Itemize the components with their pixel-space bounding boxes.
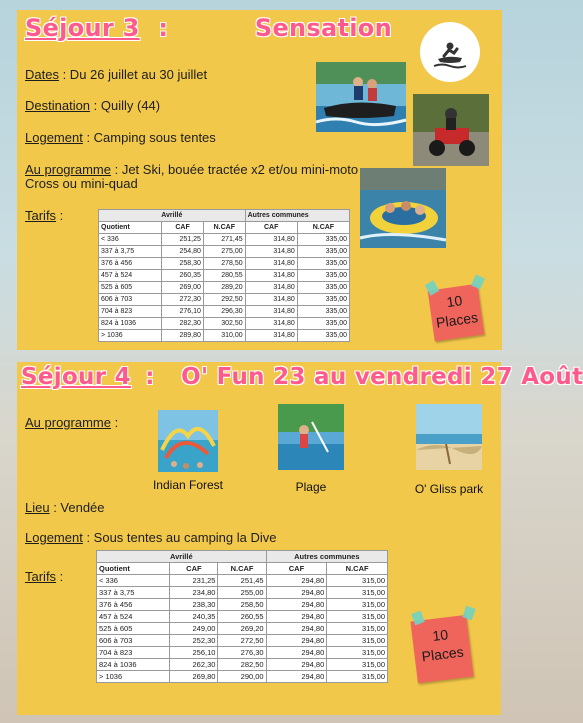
price-cell: 272,30 (162, 294, 204, 306)
price-cell: 314,80 (245, 258, 297, 270)
table-row (99, 234, 350, 246)
sejour3-title-number: Séjour 3 (25, 14, 140, 42)
price-cell: 276,30 (218, 647, 266, 659)
price-cell: 260,55 (218, 611, 266, 623)
s4-tarifs-line (25, 569, 63, 585)
sejour4-places-note (410, 615, 473, 683)
lieu-line (25, 500, 105, 516)
price-cell: 276,10 (162, 306, 204, 318)
table-row (99, 294, 350, 306)
sejour4-tarifs-table (96, 550, 388, 683)
price-cell: 302,50 (203, 318, 245, 330)
programme-value-2: Cross ou mini-quad (25, 176, 138, 191)
table-group-avrille: Avrillé (99, 210, 246, 222)
destination-value: : Quilly (44) (90, 98, 161, 113)
price-cell: 294,80 (266, 575, 327, 587)
quotient-cell: 824 à 1036 (97, 659, 170, 671)
quotient-cell: 525 à 605 (97, 623, 170, 635)
price-cell: 294,80 (266, 659, 327, 671)
price-cell: 249,00 (170, 623, 218, 635)
table-header: Quotient (99, 222, 162, 234)
places-label: Places (420, 643, 465, 665)
table-header: CAF (170, 563, 218, 575)
sejour4-title-colon: : (145, 364, 155, 390)
price-cell: 310,00 (203, 330, 245, 342)
sejour3-title-colon: : (158, 14, 169, 42)
price-cell: 282,30 (162, 318, 204, 330)
price-cell: 315,00 (327, 647, 388, 659)
price-cell: 296,30 (203, 306, 245, 318)
price-cell: 335,00 (297, 294, 349, 306)
price-cell: 231,25 (170, 575, 218, 587)
price-cell: 315,00 (327, 635, 388, 647)
price-cell: 256,10 (170, 647, 218, 659)
table-row (97, 659, 388, 671)
table-header: CAF (245, 222, 297, 234)
price-cell: 269,20 (218, 623, 266, 635)
s4-programme-label: Au programme (25, 415, 111, 430)
price-cell: 335,00 (297, 258, 349, 270)
quotient-cell: > 1036 (97, 671, 170, 683)
activity-gliss-park: O' Gliss park (414, 482, 484, 496)
price-cell: 315,00 (327, 575, 388, 587)
price-cell: 294,80 (266, 611, 327, 623)
price-cell: 315,00 (327, 587, 388, 599)
price-cell: 294,80 (266, 599, 327, 611)
price-cell: 278,50 (203, 258, 245, 270)
price-cell: 335,00 (297, 282, 349, 294)
table-row (97, 635, 388, 647)
price-cell: 289,20 (203, 282, 245, 294)
tarifs-line (25, 208, 63, 224)
table-row (99, 270, 350, 282)
table-header: N.CAF (218, 563, 266, 575)
s4-logement-value: : Sous tentes au camping la Dive (82, 530, 277, 545)
price-cell: 269,00 (162, 282, 204, 294)
price-cell: 289,80 (162, 330, 204, 342)
table-header: N.CAF (297, 222, 349, 234)
price-cell: 258,50 (218, 599, 266, 611)
price-cell: 315,00 (327, 623, 388, 635)
price-cell: 262,30 (170, 659, 218, 671)
price-cell: 275,00 (203, 246, 245, 258)
tarifs-label: Tarifs (25, 208, 57, 223)
price-cell: 258,30 (162, 258, 204, 270)
table-header: N.CAF (203, 222, 245, 234)
price-cell: 294,80 (266, 671, 327, 683)
price-cell: 335,00 (297, 330, 349, 342)
sejour4-title-name: O' Fun 23 au vendredi 27 Août (181, 364, 583, 390)
s4-programme-colon: : (110, 415, 119, 430)
table-header: Quotient (97, 563, 170, 575)
sejour4-panel (17, 362, 583, 715)
table-row (97, 647, 388, 659)
table-header: N.CAF (327, 563, 388, 575)
price-cell: 251,25 (162, 234, 204, 246)
destination-line (25, 98, 160, 114)
price-cell: 272,50 (218, 635, 266, 647)
quotient-cell: 824 à 1036 (99, 318, 162, 330)
quotient-cell: 337 à 3,75 (97, 587, 170, 599)
price-cell: 314,80 (245, 270, 297, 282)
logement-value: : Camping sous tentes (82, 130, 216, 145)
table-row (97, 575, 388, 587)
price-cell: 314,80 (245, 246, 297, 258)
table-group-avrille: Avrillé (97, 551, 267, 563)
quotient-cell: < 336 (99, 234, 162, 246)
table-row (99, 246, 350, 258)
quotient-cell: 606 à 703 (97, 635, 170, 647)
price-cell: 335,00 (297, 246, 349, 258)
places-count: 10 (445, 292, 464, 311)
price-cell: 294,80 (266, 635, 327, 647)
logement-line (25, 130, 216, 146)
table-row (99, 282, 350, 294)
price-cell: 251,45 (218, 575, 266, 587)
table-row (99, 306, 350, 318)
table-header: CAF (162, 222, 204, 234)
programme-label: Au programme (25, 162, 111, 177)
table-group-autres: Autres communes (266, 551, 387, 563)
lieu-value: : Vendée (49, 500, 105, 515)
price-cell: 254,80 (162, 246, 204, 258)
table-row (99, 258, 350, 270)
price-cell: 294,80 (266, 647, 327, 659)
price-cell: 314,80 (245, 306, 297, 318)
price-cell: 315,00 (327, 599, 388, 611)
plage-photo (278, 404, 344, 470)
table-header: CAF (266, 563, 327, 575)
sejour4-title (21, 364, 583, 390)
table-row (97, 599, 388, 611)
price-cell: 282,50 (218, 659, 266, 671)
price-cell: 240,35 (170, 611, 218, 623)
quotient-cell: 457 à 524 (99, 270, 162, 282)
price-cell: 234,80 (170, 587, 218, 599)
jetski-photo (316, 62, 406, 132)
price-cell: 292,50 (203, 294, 245, 306)
price-cell: 335,00 (297, 234, 349, 246)
lieu-label: Lieu (25, 500, 50, 515)
price-cell: 238,30 (170, 599, 218, 611)
indian-forest-photo (158, 410, 218, 472)
sejour3-panel (17, 10, 502, 350)
dates-label: Dates (25, 67, 59, 82)
dates-line (25, 67, 207, 83)
price-cell: 315,00 (327, 671, 388, 683)
programme-line-2 (25, 176, 138, 192)
quotient-cell: 606 à 703 (99, 294, 162, 306)
price-cell: 314,80 (245, 318, 297, 330)
dates-value: : Du 26 juillet au 30 juillet (58, 67, 208, 82)
table-group-autres: Autres communes (245, 210, 349, 222)
price-cell: 271,45 (203, 234, 245, 246)
price-cell: 255,00 (218, 587, 266, 599)
s4-tarifs-label: Tarifs (25, 569, 57, 584)
sejour3-title-name: Sensation (254, 14, 392, 42)
price-cell: 314,80 (245, 282, 297, 294)
s4-programme-line (25, 415, 118, 431)
table-row (99, 330, 350, 342)
table-row (97, 671, 388, 683)
s4-logement-line (25, 530, 277, 546)
price-cell: 252,30 (170, 635, 218, 647)
quotient-cell: 376 à 456 (97, 599, 170, 611)
destination-label: Destination (25, 98, 91, 113)
activity-indian-forest: Indian Forest (152, 478, 224, 492)
quotient-cell: 704 à 823 (97, 647, 170, 659)
quotient-cell: 457 à 524 (97, 611, 170, 623)
activity-plage: Plage (295, 480, 327, 494)
quad-photo (413, 94, 489, 166)
quotient-cell: > 1036 (99, 330, 162, 342)
jetski-icon (420, 22, 480, 82)
tarifs-colon: : (56, 208, 64, 223)
table-row (97, 623, 388, 635)
price-cell: 294,80 (266, 587, 327, 599)
bouee-photo (360, 168, 446, 248)
quotient-cell: 337 à 3,75 (99, 246, 162, 258)
table-row (99, 318, 350, 330)
price-cell: 290,00 (218, 671, 266, 683)
sejour3-tarifs-table (98, 209, 350, 342)
price-cell: 314,80 (245, 330, 297, 342)
places-label: Places (435, 309, 479, 331)
price-cell: 260,35 (162, 270, 204, 282)
price-cell: 315,00 (327, 659, 388, 671)
table-row (97, 587, 388, 599)
quotient-cell: 704 à 823 (99, 306, 162, 318)
price-cell: 335,00 (297, 318, 349, 330)
programme-value-1: : Jet Ski, bouée tractée x2 et/ou mini-moto (110, 162, 359, 177)
quotient-cell: 525 à 605 (99, 282, 162, 294)
quotient-cell: 376 à 456 (99, 258, 162, 270)
price-cell: 315,00 (327, 611, 388, 623)
price-cell: 314,80 (245, 294, 297, 306)
gliss-park-photo (416, 404, 482, 470)
price-cell: 335,00 (297, 306, 349, 318)
sejour3-title (25, 14, 392, 42)
price-cell: 335,00 (297, 270, 349, 282)
price-cell: 294,80 (266, 623, 327, 635)
logement-label: Logement (25, 130, 83, 145)
quotient-cell: < 336 (97, 575, 170, 587)
price-cell: 314,80 (245, 234, 297, 246)
price-cell: 269,80 (170, 671, 218, 683)
price-cell: 280,55 (203, 270, 245, 282)
s4-logement-label: Logement (25, 530, 83, 545)
places-count: 10 (431, 626, 449, 644)
s4-tarifs-colon: : (56, 569, 64, 584)
table-row (97, 611, 388, 623)
sejour4-title-number: Séjour 4 (21, 364, 131, 390)
